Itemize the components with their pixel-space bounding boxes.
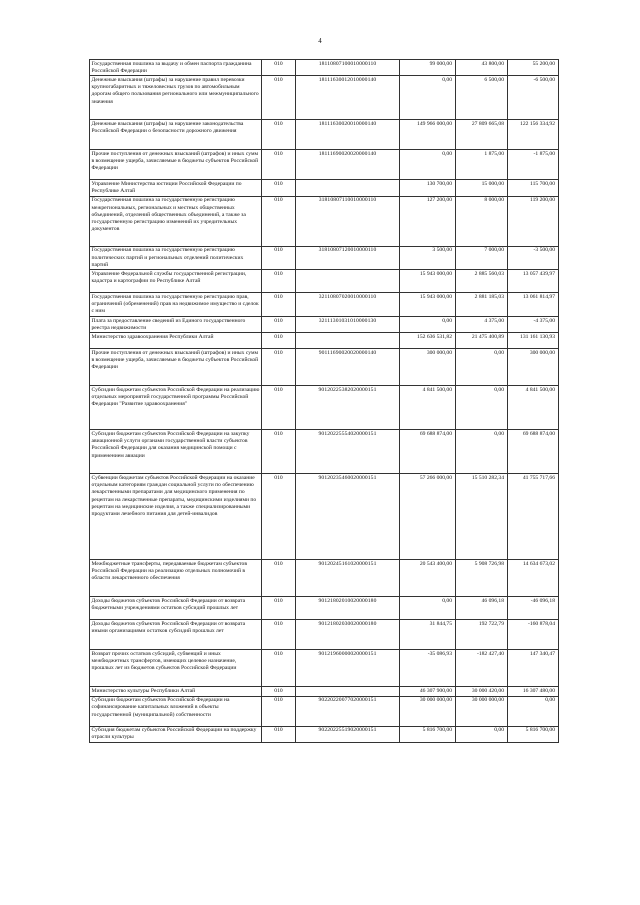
row-name-cell: Субсидия бюджетам субъектов Российской Федерации на поддержку отрасли культуры <box>90 726 262 742</box>
row-remainder-cell: 5 816 700,00 <box>508 726 559 742</box>
row-executed-cell: 0,00 <box>456 726 508 742</box>
row-kbk-cell: 90121802030020000180 <box>296 620 400 650</box>
row-remainder-cell: 16 307 480,00 <box>508 687 559 696</box>
row-code-cell: 010 <box>262 317 296 333</box>
row-kbk-cell: 90121802010020000180 <box>296 597 400 620</box>
row-remainder-cell: -4 375,00 <box>508 317 559 333</box>
row-executed-cell: 2 881 185,03 <box>456 293 508 317</box>
table-row <box>90 474 559 560</box>
table-row <box>90 317 559 333</box>
row-plan-cell: 3 500,00 <box>400 246 456 270</box>
row-remainder-cell: 119 200,00 <box>508 196 559 246</box>
row-remainder-cell: 13 061 814,97 <box>508 293 559 317</box>
row-executed-cell: 4 375,00 <box>456 317 508 333</box>
row-plan-cell: 15 943 000,00 <box>400 270 456 293</box>
row-remainder-cell: 55 200,00 <box>508 60 559 76</box>
revenue-table-body <box>90 60 559 743</box>
table-row <box>90 180 559 196</box>
row-name-cell: Управление Федеральной службы государственной регистрации, кадастра и картографии по Республике Алтай <box>90 270 262 293</box>
row-code-cell: 010 <box>262 293 296 317</box>
row-code-cell: 010 <box>262 560 296 597</box>
row-plan-cell: 0,00 <box>400 597 456 620</box>
row-name-cell: Государственная пошлина за государственную регистрацию межрегиональных, региональных и местных общественных объединений, отделений общественных объединений, а также за государственную регистрацию изменений их учредительных документов <box>90 196 262 246</box>
row-kbk-cell <box>296 270 400 293</box>
row-code-cell: 010 <box>262 726 296 742</box>
row-remainder-cell: 0,00 <box>508 696 559 726</box>
row-kbk-cell <box>296 333 400 349</box>
row-remainder-cell: 4 841 500,00 <box>508 386 559 430</box>
row-executed-cell: 15 510 282,34 <box>456 474 508 560</box>
row-kbk-cell <box>296 687 400 696</box>
row-name-cell: Управление Министерства юстиции Российской Федерации по Республике Алтай <box>90 180 262 196</box>
row-code-cell: 010 <box>262 620 296 650</box>
row-kbk-cell: 31810807120010000110 <box>296 246 400 270</box>
row-remainder-cell: -6 500,00 <box>508 76 559 120</box>
row-kbk-cell: 32110807020010000110 <box>296 293 400 317</box>
row-name-cell: Плата за предоставление сведений из Единого государственного реестра недвижимости <box>90 317 262 333</box>
row-code-cell: 010 <box>262 474 296 560</box>
row-executed-cell: 30 000 000,00 <box>456 696 508 726</box>
row-name-cell: Субсидии бюджетам субъектов Российской Федерации на софинансирование капитальных вложений в объекты государственной (муниципальной) собственности <box>90 696 262 726</box>
row-remainder-cell: -3 500,00 <box>508 246 559 270</box>
row-kbk-cell: 90220225519020000151 <box>296 726 400 742</box>
table-row <box>90 349 559 386</box>
row-kbk-cell: 90120245161020000151 <box>296 560 400 597</box>
table-row <box>90 386 559 430</box>
row-kbk-cell: 31810807110010000110 <box>296 196 400 246</box>
table-row <box>90 560 559 597</box>
row-executed-cell: 2 885 560,03 <box>456 270 508 293</box>
row-plan-cell: 99 000,00 <box>400 60 456 76</box>
row-kbk-cell: 90120225554020000151 <box>296 430 400 474</box>
row-remainder-cell: 69 688 874,00 <box>508 430 559 474</box>
row-code-cell: 010 <box>262 349 296 386</box>
row-kbk-cell: 90111690020020000140 <box>296 349 400 386</box>
row-remainder-cell: 147 340,47 <box>508 650 559 687</box>
table-row <box>90 120 559 150</box>
row-kbk-cell <box>296 180 400 196</box>
row-kbk-cell: 18111630012010000140 <box>296 76 400 120</box>
row-plan-cell: 31 844,75 <box>400 620 456 650</box>
row-code-cell: 010 <box>262 386 296 430</box>
row-name-cell: Межбюджетные трансферты, передаваемые бюджетам субъектов Российской Федерации на реализацию отдельных полномочий в области лекарственного обеспечения <box>90 560 262 597</box>
row-name-cell: Субвенции бюджетам субъектов Российской Федерации на оказание отдельным категориям граждан социальной услуги по обеспечению лекарственными препаратами для медицинского применения по рецептам на лекарственные препараты, медицинскими изделиями по рецептам на медицинские изделия, а также специализированными продуктами лечебного питания для детей-инвалидов <box>90 474 262 560</box>
row-plan-cell: 57 266 000,00 <box>400 474 456 560</box>
row-plan-cell: 0,00 <box>400 150 456 180</box>
row-remainder-cell: 14 634 673,02 <box>508 560 559 597</box>
row-remainder-cell: -46 096,18 <box>508 597 559 620</box>
row-remainder-cell: 300 000,00 <box>508 349 559 386</box>
row-kbk-cell: 32111301031010000130 <box>296 317 400 333</box>
row-executed-cell: 15 000,00 <box>456 180 508 196</box>
table-row <box>90 620 559 650</box>
row-kbk-cell: 90120225382020000151 <box>296 386 400 430</box>
row-remainder-cell: -160 878,04 <box>508 620 559 650</box>
row-name-cell: Доходы бюджетов субъектов Российской Федерации от возврата иными организациями остатков субсидий прошлых лет <box>90 620 262 650</box>
row-name-cell: Государственная пошлина за выдачу и обмен паспорта гражданина Российской Федерации <box>90 60 262 76</box>
row-executed-cell: 192 722,79 <box>456 620 508 650</box>
row-kbk-cell: 18111630020010000140 <box>296 120 400 150</box>
row-plan-cell: 15 943 000,00 <box>400 293 456 317</box>
table-row <box>90 196 559 246</box>
row-name-cell: Министерство здравоохранения Республики Алтай <box>90 333 262 349</box>
row-executed-cell: 6 500,00 <box>456 76 508 120</box>
row-kbk-cell: 18110807100010000110 <box>296 60 400 76</box>
row-code-cell: 010 <box>262 150 296 180</box>
row-name-cell: Возврат прочих остатков субсидий, субвенций и иных межбюджетных трансфертов, имеющих целевое назначение, прошлых лет из бюджетов субъектов Российской Федерации <box>90 650 262 687</box>
row-name-cell: Денежные взыскания (штрафы) за нарушение законодательства Российской Федерации о безопасности дорожного движения <box>90 120 262 150</box>
row-code-cell: 010 <box>262 60 296 76</box>
row-kbk-cell: 18111690020020000140 <box>296 150 400 180</box>
row-plan-cell: 30 000 000,00 <box>400 696 456 726</box>
row-name-cell: Прочие поступления от денежных взысканий (штрафов) и иных сумм в возмещение ущерба, зачисляемые в бюджеты субъектов Российской Федерации <box>90 150 262 180</box>
table-row <box>90 76 559 120</box>
row-code-cell: 010 <box>262 246 296 270</box>
row-code-cell: 010 <box>262 696 296 726</box>
row-name-cell: Прочие поступления от денежных взысканий (штрафов) и иных сумм в возмещение ущерба, зачисляемые в бюджеты субъектов Российской Федерации <box>90 349 262 386</box>
row-code-cell: 010 <box>262 270 296 293</box>
row-executed-cell: 0,00 <box>456 349 508 386</box>
table-row <box>90 60 559 76</box>
row-plan-cell: 300 000,00 <box>400 349 456 386</box>
row-executed-cell: 7 000,00 <box>456 246 508 270</box>
table-row <box>90 696 559 726</box>
row-plan-cell: 0,00 <box>400 76 456 120</box>
row-executed-cell: 1 875,00 <box>456 150 508 180</box>
row-kbk-cell: 90120235460020000151 <box>296 474 400 560</box>
row-plan-cell: 152 636 531,82 <box>400 333 456 349</box>
row-name-cell: Государственная пошлина за государственную регистрацию политических партий и региональных отделений политических партий <box>90 246 262 270</box>
row-plan-cell: 20 543 400,00 <box>400 560 456 597</box>
table-row <box>90 333 559 349</box>
row-executed-cell: 21 475 400,89 <box>456 333 508 349</box>
table-row <box>90 597 559 620</box>
row-plan-cell: 4 841 500,00 <box>400 386 456 430</box>
row-name-cell: Государственная пошлина за государственную регистрацию прав, ограничений (обременений) прав на недвижимое имущество и сделок с ним <box>90 293 262 317</box>
row-kbk-cell: 90220220077020000151 <box>296 696 400 726</box>
row-code-cell: 010 <box>262 76 296 120</box>
row-executed-cell: 8 000,00 <box>456 196 508 246</box>
row-plan-cell: 0,00 <box>400 317 456 333</box>
row-remainder-cell: 131 161 130,93 <box>508 333 559 349</box>
row-plan-cell: 5 816 700,00 <box>400 726 456 742</box>
row-remainder-cell: 115 700,00 <box>508 180 559 196</box>
row-executed-cell: 0,00 <box>456 386 508 430</box>
row-code-cell: 010 <box>262 430 296 474</box>
table-row <box>90 293 559 317</box>
row-executed-cell: 43 800,00 <box>456 60 508 76</box>
row-name-cell: Субсидии бюджетам субъектов Российской Федерации на реализацию отдельных мероприятий государственной программы Российской Федерации "Развитие здравоохранения" <box>90 386 262 430</box>
row-plan-cell: 127 200,00 <box>400 196 456 246</box>
row-executed-cell: 30 000 420,00 <box>456 687 508 696</box>
row-remainder-cell: 13 057 439,97 <box>508 270 559 293</box>
row-name-cell: Субсидии бюджетам субъектов Российской Федерации на закупку авиационной услуги органами государственной власти субъектов Российской Федерации для оказания медицинской помощи с применением авиации <box>90 430 262 474</box>
row-remainder-cell: -1 875,00 <box>508 150 559 180</box>
row-executed-cell: -182 427,40 <box>456 650 508 687</box>
row-code-cell: 010 <box>262 687 296 696</box>
page-number: 4 <box>318 37 322 45</box>
row-plan-cell: 69 688 874,00 <box>400 430 456 474</box>
row-name-cell: Министерство культуры Республики Алтай <box>90 687 262 696</box>
row-executed-cell: 0,00 <box>456 430 508 474</box>
row-plan-cell: 46 307 900,00 <box>400 687 456 696</box>
table-row <box>90 650 559 687</box>
table-row <box>90 726 559 742</box>
table-row <box>90 687 559 696</box>
row-code-cell: 010 <box>262 333 296 349</box>
table-row <box>90 430 559 474</box>
row-executed-cell: 5 908 726,98 <box>456 560 508 597</box>
row-executed-cell: 46 096,18 <box>456 597 508 620</box>
table-row <box>90 270 559 293</box>
row-code-cell: 010 <box>262 180 296 196</box>
row-remainder-cell: 122 156 334,92 <box>508 120 559 150</box>
revenue-table <box>89 59 559 743</box>
row-name-cell: Доходы бюджетов субъектов Российской Федерации от возврата бюджетными учреждениями остатков субсидий прошлых лет <box>90 597 262 620</box>
table-row <box>90 150 559 180</box>
row-name-cell: Денежные взыскания (штрафы) за нарушение правил перевозки крупногабаритных и тяжеловесных грузов по автомобильным дорогам общего пользования регионального или межмуниципального значения <box>90 76 262 120</box>
row-remainder-cell: 41 755 717,66 <box>508 474 559 560</box>
row-plan-cell: 149 966 000,00 <box>400 120 456 150</box>
row-code-cell: 010 <box>262 650 296 687</box>
row-plan-cell: -35 086,93 <box>400 650 456 687</box>
table-row <box>90 246 559 270</box>
row-code-cell: 010 <box>262 196 296 246</box>
row-code-cell: 010 <box>262 597 296 620</box>
row-executed-cell: 27 809 665,08 <box>456 120 508 150</box>
row-code-cell: 010 <box>262 120 296 150</box>
row-kbk-cell: 90121960000020000151 <box>296 650 400 687</box>
row-plan-cell: 130 700,00 <box>400 180 456 196</box>
